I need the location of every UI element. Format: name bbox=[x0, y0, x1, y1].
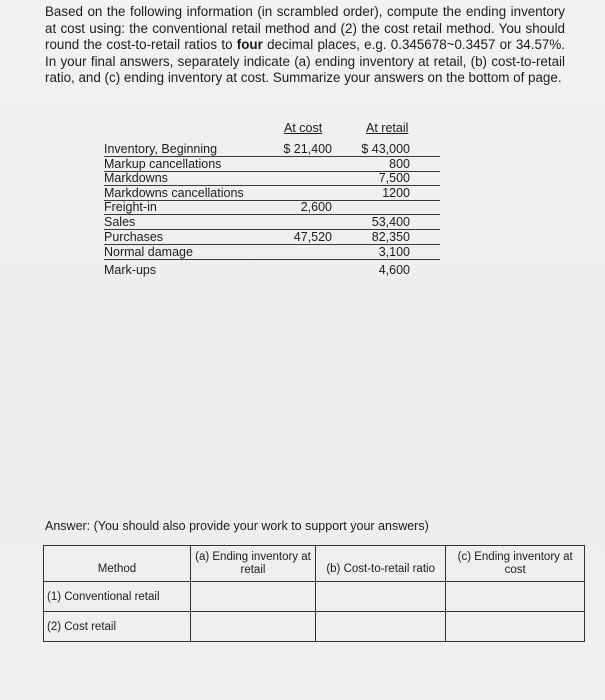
data-row-markdowns-cancellations bbox=[104, 186, 440, 201]
cell-conventional-ending-cost[interactable] bbox=[446, 582, 585, 612]
data-row-freight-in bbox=[104, 200, 440, 215]
data-row-normal-damage bbox=[104, 245, 440, 260]
row-label: Markdowns bbox=[104, 171, 168, 185]
row-label: Sales bbox=[104, 215, 136, 229]
row-label: Normal damage bbox=[104, 245, 193, 259]
answer-table bbox=[43, 545, 585, 642]
answer-prompt: Answer: (You should also provide your work to support your answers) bbox=[45, 519, 429, 533]
problem-instructions bbox=[45, 4, 565, 87]
data-row-markup-cancellations bbox=[104, 157, 440, 172]
row-retail: $ 43,000 bbox=[361, 142, 410, 156]
row-retail: 7,500 bbox=[378, 171, 410, 185]
method-cost-retail: (2) Cost retail bbox=[44, 612, 191, 642]
row-retail: 4,600 bbox=[378, 263, 410, 277]
cell-cost-ratio[interactable] bbox=[315, 612, 445, 642]
header-at-cost: At cost bbox=[284, 121, 323, 135]
row-retail: 82,350 bbox=[371, 230, 410, 244]
instructions-text-part2: decimal places, e.g. 0.345678~0.3457 or 34.57%. In your final answers, separately indicate (a) ending inventory at retail, (b) cost-to-retail ratio, and (c) ending inventory at cost. Summarize your answers on the bottom of page. bbox=[45, 37, 565, 86]
header-cost-to-retail-ratio: (b) Cost-to-retail ratio bbox=[315, 546, 445, 582]
answer-table-header-row bbox=[44, 546, 585, 582]
data-row-inventory-beginning bbox=[104, 142, 440, 157]
answer-row-conventional bbox=[44, 582, 585, 612]
row-label: Markdowns cancellations bbox=[104, 186, 244, 200]
data-row-purchases bbox=[104, 230, 440, 245]
row-label: Mark-ups bbox=[104, 263, 157, 277]
instructions-bold-word: four bbox=[236, 37, 263, 53]
row-label: Inventory, Beginning bbox=[104, 142, 218, 156]
data-row-markdowns bbox=[104, 171, 440, 186]
row-retail: 53,400 bbox=[371, 215, 410, 229]
header-ending-retail: (a) Ending inventory at retail bbox=[190, 546, 315, 582]
header-at-retail: At retail bbox=[366, 121, 409, 135]
row-cost: 47,520 bbox=[293, 230, 332, 244]
row-label: Purchases bbox=[104, 230, 164, 244]
data-row-mark-ups bbox=[104, 263, 440, 277]
instructions-text-part1: Based on the following information (in scrambled order), compute the ending inventory at cost using: the conventional retail method and (2) the cost retail method. You should round the cost-to-retail ratios to bbox=[45, 4, 565, 53]
header-method: Method bbox=[44, 546, 191, 582]
row-cost: 2,600 bbox=[300, 200, 332, 214]
row-label: Markup cancellations bbox=[104, 157, 222, 171]
cell-cost-ending-retail[interactable] bbox=[190, 612, 315, 642]
answer-row-cost-retail bbox=[44, 612, 585, 642]
data-row-sales bbox=[104, 215, 440, 230]
row-label: Freight-in bbox=[104, 200, 157, 214]
cell-cost-ending-cost[interactable] bbox=[446, 612, 585, 642]
method-conventional-retail: (1) Conventional retail bbox=[44, 582, 191, 612]
row-retail: 1200 bbox=[382, 186, 410, 200]
row-retail: 800 bbox=[389, 157, 410, 171]
row-cost: $ 21,400 bbox=[283, 142, 332, 156]
cell-conventional-ratio[interactable] bbox=[315, 582, 445, 612]
row-retail: 3,100 bbox=[378, 245, 410, 259]
cell-conventional-ending-retail[interactable] bbox=[190, 582, 315, 612]
header-ending-cost: (c) Ending inventory at cost bbox=[446, 546, 585, 582]
